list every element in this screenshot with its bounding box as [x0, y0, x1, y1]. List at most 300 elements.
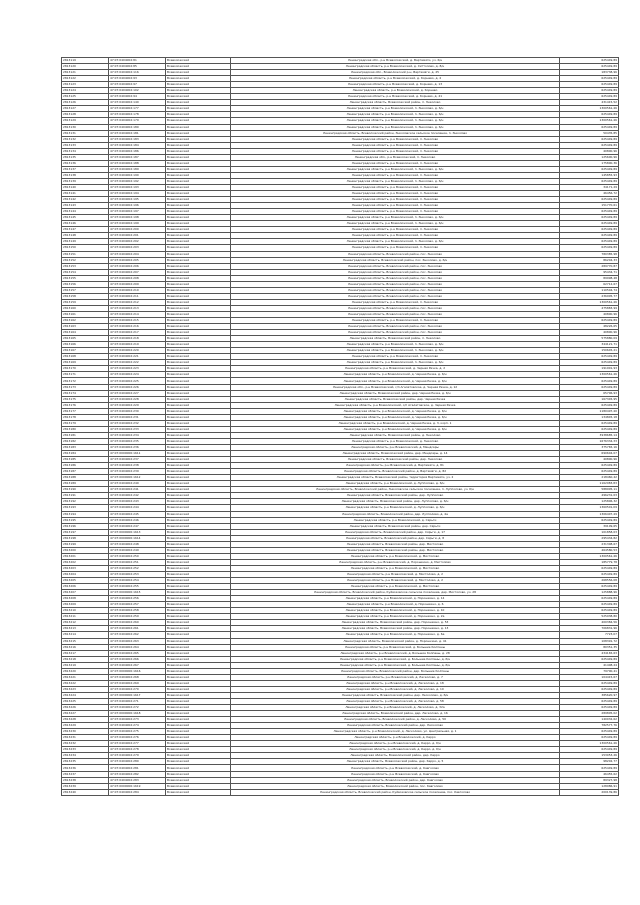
cadastral-number-cell: 47:07:0404002:280 [109, 759, 166, 765]
address-cell: Ленинградская область, р-н Всеволожский, д. Большие Колпаны, д. б/н [231, 656, 560, 662]
value-cell: 690604,07 [560, 451, 619, 457]
row-id-cell: 2813134 [62, 148, 109, 154]
address-cell: Ленинградская область, р-н Всеволожский, п. Энколово [231, 209, 560, 215]
value-cell: 625449,89 [560, 227, 619, 233]
address-cell: Ленинградская область, р-н Всеволожский, д. Мистолово [231, 584, 560, 590]
row-id-cell: 2813166 [62, 342, 109, 348]
district-cell: Всеволожский [166, 420, 231, 426]
cadastral-number-cell: 47:07:0404002:186 [109, 148, 166, 154]
address-cell: Ленинградская область, Всеволожский район, территория Вартемяги, уч. 2 [231, 475, 560, 481]
value-cell: 62712,67 [560, 281, 619, 287]
address-cell: Ленинградская область, р-н Всеволожский, д. Порошкино, д. 6а [231, 632, 560, 638]
district-cell: Всеволожский [166, 432, 231, 438]
row-id-cell: 2813131 [62, 130, 109, 136]
cadastral-number-cell: 47:07:0404002:246 [109, 517, 166, 523]
row-id-cell: 2813197 [62, 529, 109, 535]
cadastral-number-cell: 47:07:0404002:207 [109, 269, 166, 275]
row-id-cell: 2813125 [62, 94, 109, 100]
cadastral-number-cell: 47:07:0404002:181 [109, 130, 166, 136]
address-cell: Ленинградская область, р-н Всеволожский, п. Энколово [231, 354, 560, 360]
row-id-cell: 2813206 [62, 584, 109, 590]
value-cell: 525938,80 [560, 614, 619, 620]
cadastral-number-cell: 47:07:0404002:279 [109, 753, 166, 759]
row-id-cell: 2813236 [62, 765, 109, 771]
cadastral-number-cell: 47:07:0404002:283 [109, 777, 166, 783]
cadastral-number-cell: 47:07:0404002:238 [109, 463, 166, 469]
cadastral-number-cell: 47:07:0000000:1614 [109, 535, 166, 541]
address-cell: Ленинградская обл., р-н Всеволожский, п. Энколово [231, 154, 560, 160]
table-body [62, 58, 619, 796]
value-cell: 625449,89 [560, 58, 619, 64]
district-cell: Всеволожский [166, 644, 231, 650]
address-cell: Ленинградская область, р-н Всеволожский, д. Большие Колпаны, д. 28 [231, 650, 560, 656]
value-cell: 95434,71 [560, 269, 619, 275]
row-id-cell: 2813199 [62, 541, 109, 547]
table-row [62, 789, 619, 795]
address-cell: Ленинградская область, р-н Всеволожский, п. Энколово [231, 172, 560, 178]
value-cell: 89998,48 [560, 275, 619, 281]
value-cell: 625449,89 [560, 166, 619, 172]
value-cell: 128986,91 [560, 783, 619, 789]
address-cell: Ленинградская область, Всеволожский район, пос. Энколово, д. б/н [231, 257, 560, 263]
row-id-cell: 2813181 [62, 432, 109, 438]
row-id-cell: 2813229 [62, 723, 109, 729]
district-cell: Всеволожский [166, 58, 231, 64]
address-cell: Ленинградская область, р-н Всеволожский, д. Кавголово [231, 765, 560, 771]
row-id-cell: 2813230 [62, 729, 109, 735]
row-id-cell: 2813144 [62, 209, 109, 215]
address-cell: Ленинградская область, р-н Всеволожский, д. Керро [231, 735, 560, 741]
address-cell: Ленинградская область, Всеволожский район, дер. Лесколово [231, 723, 560, 729]
address-cell: Ленинградская область, Всеволожский район, дер. Кавголово [231, 777, 560, 783]
district-cell: Всеволожский [166, 299, 231, 305]
cadastral-number-cell: 47:07:0404002:245 [109, 511, 166, 517]
address-cell: Ленинградская область, р-н Всеволожский, д. Хиттолово, д. 8/н [231, 64, 560, 70]
row-id-cell: 2813139 [62, 178, 109, 184]
row-id-cell: 2813219 [62, 662, 109, 668]
row-id-cell: 2813126 [62, 100, 109, 106]
district-cell: Всеволожский [166, 221, 231, 227]
row-id-cell: 2813168 [62, 354, 109, 360]
district-cell: Всеволожский [166, 215, 231, 221]
address-cell: Ленинградская область, Всеволожский район, Куйвозовское сельское поселение, дер. Мистолово, уч. 28 [231, 590, 560, 596]
row-id-cell: 2813207 [62, 590, 109, 596]
address-cell: Ленинградская область, р-н Всеволожский, п. Энколово, д. б/н [231, 221, 560, 227]
cadastral-number-cell: 47:07:0404002:198 [109, 215, 166, 221]
row-id-cell: 2813240 [62, 789, 109, 795]
cadastral-number-cell: 47:07:0404002:205 [109, 257, 166, 263]
value-cell: 625449,89 [560, 197, 619, 203]
address-cell: Ленинградская область, р-н Всеволожский, д. Лупполово, д. б/н [231, 481, 560, 487]
district-cell: Всеволожский [166, 269, 231, 275]
address-cell: Ленинградская область, р-н Всеволожский, п. Энколово [231, 318, 560, 324]
address-cell: Ленинградская область, Всеволожский район, д. Вартемяги, д. 82 [231, 469, 560, 475]
address-cell: Ленинградская область, р-н Всеволожский, п. Энколово [231, 227, 560, 233]
address-cell: Ленинградская область, р-н Всеволожский, д. Корнево, д. 41 [231, 94, 560, 100]
district-cell: Всеволожский [166, 614, 231, 620]
value-cell: 625449,89 [560, 378, 619, 384]
district-cell: Всеволожский [166, 275, 231, 281]
value-cell: 625449,89 [560, 463, 619, 469]
cadastral-number-cell: 47:07:0404002:266 [109, 656, 166, 662]
value-cell: 40800,96 [560, 311, 619, 317]
district-cell: Всеволожский [166, 342, 231, 348]
district-cell: Всеволожский [166, 414, 231, 420]
address-cell: Ленинградская область, Всеволожский район, дер. Сярьги, д. 17 [231, 529, 560, 535]
value-cell: 185779,78 [560, 559, 619, 565]
cadastral-number-cell: 47:07:0404002:254 [109, 578, 166, 584]
cadastral-number-cell: 47:07:0404002:217 [109, 330, 166, 336]
district-cell: Всеволожский [166, 753, 231, 759]
value-cell: 41408,24 [560, 662, 619, 668]
cadastral-number-cell: 47:07:0404002:214 [109, 311, 166, 317]
cadastral-number-cell: 47:07:0404002:264 [109, 644, 166, 650]
district-cell: Всеволожский [166, 136, 231, 142]
address-cell: Ленинградская область, Всеволожский район, пос. Энколово [231, 311, 560, 317]
address-cell: Ленинградская область, р-н Всеволожский, п. Энколово [231, 233, 560, 239]
value-cell: 625449,89 [560, 402, 619, 408]
value-cell: 86204,33 [560, 257, 619, 263]
district-cell: Всеволожский [166, 632, 231, 638]
value-cell: 50435,85 [560, 130, 619, 136]
cadastral-number-cell: 47:07:0404002:188 [109, 160, 166, 166]
district-cell: Всеволожский [166, 311, 231, 317]
cadastral-number-cell: 47:07:0404002:260 [109, 620, 166, 626]
district-cell: Всеволожский [166, 239, 231, 245]
cadastral-number-cell: 47:07:0404002:189 [109, 166, 166, 172]
value-cell: 40800,96 [560, 457, 619, 463]
cadastral-number-cell: 47:07:0404002:224 [109, 372, 166, 378]
district-cell: Всеволожский [166, 469, 231, 475]
address-cell: Ленинградская область, р-н Всеволожский, д. Порошкино, д. 2а [231, 614, 560, 620]
district-cell: Всеволожский [166, 148, 231, 154]
address-cell: Ленинградская область, Всеволожский район, пос. Энколово [231, 305, 560, 311]
value-cell: 625449,89 [560, 239, 619, 245]
row-id-cell: 2813186 [62, 463, 109, 469]
value-cell: 625449,89 [560, 735, 619, 741]
district-cell: Всеволожский [166, 245, 231, 251]
cadastral-number-cell: 47:07:0404002:197 [109, 209, 166, 215]
cadastral-number-cell: 47:07:0404002:252 [109, 565, 166, 571]
value-cell: 1306407,49 [560, 511, 619, 517]
row-id-cell: 2813164 [62, 330, 109, 336]
address-cell: Ленинградская область, р-н Всеволожский, д. Корнево [231, 88, 560, 94]
address-cell: Ленинградская область, Всеволожский район, дер. Мистолово [231, 541, 560, 547]
value-cell: 434165,63 [560, 650, 619, 656]
district-cell: Всеволожский [166, 547, 231, 553]
district-cell: Всеволожский [166, 70, 231, 76]
row-id-cell: 2813133 [62, 142, 109, 148]
value-cell: 108391,72 [560, 638, 619, 644]
cadastral-number-cell: 47:07:0404002:81 [109, 58, 166, 64]
cadastral-number-cell: 47:07:0404002:199 [109, 221, 166, 227]
value-cell: 101858,03 [560, 529, 619, 535]
row-id-cell: 2813178 [62, 414, 109, 420]
cadastral-number-cell: 47:07:0404002:183 [109, 136, 166, 142]
district-cell: Всеволожский [166, 620, 231, 626]
cadastral-number-cell: 47:07:0404002:257 [109, 602, 166, 608]
address-cell: Ленинградская область, р-н Всеволожский, п. Энколово, д. б/н [231, 348, 560, 354]
district-cell: Всеволожский [166, 263, 231, 269]
value-cell: 400384,56 [560, 620, 619, 626]
value-cell: 625449,89 [560, 517, 619, 523]
row-id-cell: 2813163 [62, 324, 109, 330]
address-cell: Ленинградская область, Всеволожский район, дер. Порошкино, д. 53 [231, 620, 560, 626]
district-cell: Всеволожский [166, 106, 231, 112]
cadastral-number-cell: 47:07:0404002:235 [109, 438, 166, 444]
value-cell: 125600,96 [560, 154, 619, 160]
row-id-cell: 2813123 [62, 82, 109, 88]
row-id-cell: 2813156 [62, 281, 109, 287]
address-cell: Ленинградская область, Всеволожский район, пос. Энколово [231, 281, 560, 287]
cadastral-number-cell: 47:07:0404002:223 [109, 366, 166, 372]
value-cell: 625449,89 [560, 680, 619, 686]
cadastral-number-cell: 47:07:0404002:276 [109, 735, 166, 741]
address-cell: Ленинградская область, р-н Всеволожский, д. Мендсары [231, 445, 560, 451]
district-cell: Всеволожский [166, 94, 231, 100]
cadastral-number-cell: 47:07:0404002:190 [109, 172, 166, 178]
district-cell: Всеволожский [166, 366, 231, 372]
row-id-cell: 2813175 [62, 396, 109, 402]
district-cell: Всеволожский [166, 541, 231, 547]
cadastral-number-cell: 47:07:0404002:268 [109, 674, 166, 680]
row-id-cell: 2813235 [62, 759, 109, 765]
value-cell: 625449,89 [560, 209, 619, 215]
value-cell: 7723,07 [560, 632, 619, 638]
district-cell: Всеволожский [166, 330, 231, 336]
value-cell: 625449,89 [560, 584, 619, 590]
row-id-cell: 2813179 [62, 420, 109, 426]
address-cell: Ленинградская область, Всеволожский район, дер. Керро [231, 753, 560, 759]
row-id-cell: 2813159 [62, 299, 109, 305]
address-cell: Ленинградская область, Всеволожский район, пос. Энколово [231, 275, 560, 281]
cadastral-number-cell: 47:07:0404002:256 [109, 596, 166, 602]
address-cell: Ленинградская область, р-н Всеволожский, д. Порошкино, д. 10 [231, 608, 560, 614]
district-cell: Всеволожский [166, 771, 231, 777]
value-cell: 40800,96 [560, 330, 619, 336]
district-cell: Всеволожский [166, 451, 231, 457]
address-cell: Ленинградская область, р-н Всеволожский, д. Лесколово, д. 32а [231, 705, 560, 711]
address-cell: Ленинградская область, Всеволожский район, дер. Большие Колпаны [231, 668, 560, 674]
district-cell: Всеволожский [166, 741, 231, 747]
value-cell: 39109,65 [560, 523, 619, 529]
value-cell: 625449,89 [560, 565, 619, 571]
row-id-cell: 2813193 [62, 505, 109, 511]
cadastral-number-cell: 47:07:0000000:1616 [109, 668, 166, 674]
address-cell: Ленинградская область, р-н Всеволожский, п. Энколово [231, 160, 560, 166]
row-id-cell: 2813153 [62, 263, 109, 269]
row-id-cell: 2813218 [62, 656, 109, 662]
cadastral-number-cell: 47:07:0404002:222 [109, 360, 166, 366]
district-cell: Всеволожский [166, 184, 231, 190]
cadastral-number-cell: 47:07:0000000:1618 [109, 711, 166, 717]
value-cell: 588905,11 [560, 487, 619, 493]
address-cell: Ленинградская область, Всеволожский район, д. Энколово [231, 432, 560, 438]
row-id-cell: 2813174 [62, 390, 109, 396]
cadastral-number-cell: 47:07:0404002:85 [109, 64, 166, 70]
row-id-cell: 2813185 [62, 457, 109, 463]
district-cell: Всеволожский [166, 765, 231, 771]
district-cell: Всеволожский [166, 535, 231, 541]
value-cell: 34171,29 [560, 184, 619, 190]
row-id-cell: 2813147 [62, 227, 109, 233]
row-id-cell: 2813210 [62, 608, 109, 614]
row-id-cell: 2813146 [62, 221, 109, 227]
district-cell: Всеволожский [166, 505, 231, 511]
district-cell: Всеволожский [166, 662, 231, 668]
cadastral-number-cell: 47:07:0404002:213 [109, 305, 166, 311]
district-cell: Всеволожский [166, 559, 231, 565]
address-cell: Ленинградская область, р-н Всеволожский, д. Порошкино, д. 6 [231, 602, 560, 608]
row-id-cell: 2813136 [62, 160, 109, 166]
cadastral-number-cell: 47:07:0404002:220 [109, 348, 166, 354]
district-cell: Всеволожский [166, 372, 231, 378]
district-cell: Всеволожский [166, 777, 231, 783]
value-cell: 575880,09 [560, 336, 619, 342]
value-cell: 1676334,33 [560, 438, 619, 444]
value-cell: 80351,35 [560, 644, 619, 650]
district-cell: Всеволожский [166, 112, 231, 118]
row-id-cell: 2813190 [62, 487, 109, 493]
address-cell: Ленинградская область, Всеволожский район, дер. Мистолово [231, 547, 560, 553]
address-cell: Ленинградская область, Всеволожский район, дер. Лупполово, д. б/н [231, 499, 560, 505]
address-cell: Ленинградская область, р-н Всеволожский, с/п Агалатовское, д. Черная Речка [231, 402, 560, 408]
cadastral-number-cell: 47:07:0404002:241 [109, 487, 166, 493]
address-cell: Ленинградская область, Всеволожский район, п. Энколово [231, 100, 560, 106]
row-id-cell: 2813145 [62, 215, 109, 221]
value-cell: 175800,36 [560, 160, 619, 166]
address-cell: Ленинградская область, р-н Всеволожский, д. Кавголово [231, 771, 560, 777]
row-id-cell: 2813184 [62, 451, 109, 457]
address-cell: Ленинградская обл., р-н Всеволожский, д. Вартемяги, уч. 6/н [231, 58, 560, 64]
district-cell: Всеволожский [166, 705, 231, 711]
cadastral-number-cell: 47:07:0404002:271 [109, 698, 166, 704]
address-cell: Ленинградская область, р-н Всеволожский, д. Лесколово, д. 58 [231, 698, 560, 704]
district-cell: Всеволожский [166, 360, 231, 366]
district-cell: Всеволожский [166, 293, 231, 299]
address-cell: Ленинградская область, р-н Всеволожский, п. Энколово, д. б/н [231, 342, 560, 348]
value-cell: 46456,72 [560, 191, 619, 197]
cadastral-number-cell: 47:07:0404002:231 [109, 414, 166, 420]
value-cell: 48226,65 [560, 324, 619, 330]
cadastral-number-cell: 47:07:0404002:281 [109, 765, 166, 771]
row-id-cell: 2813198 [62, 535, 109, 541]
value-cell: 65706,93 [560, 390, 619, 396]
row-id-cell: 2813189 [62, 481, 109, 487]
row-id-cell: 2813135 [62, 154, 109, 160]
cadastral-number-cell: 47:07:0404002:234 [109, 432, 166, 438]
row-id-cell: 2813177 [62, 408, 109, 414]
district-cell: Всеволожский [166, 759, 231, 765]
cadastral-number-cell: 47:07:0404002:218 [109, 336, 166, 342]
cadastral-number-cell: 47:07:0404002:204 [109, 251, 166, 257]
value-cell: 625449,89 [560, 747, 619, 753]
district-cell: Всеволожский [166, 608, 231, 614]
cadastral-number-cell: 47:07:0404002:140 [109, 100, 166, 106]
row-id-cell: 2813165 [62, 336, 109, 342]
district-cell: Всеволожский [166, 463, 231, 469]
district-cell: Всеволожский [166, 396, 231, 402]
row-id-cell: 2813225 [62, 698, 109, 704]
district-cell: Всеволожский [166, 783, 231, 789]
value-cell: 625449,89 [560, 88, 619, 94]
cadastral-number-cell: 47:07:0404002:116 [109, 70, 166, 76]
district-cell: Всеволожский [166, 711, 231, 717]
cadastral-number-cell: 47:07:0404002:243 [109, 499, 166, 505]
value-cell: 151770,61 [560, 203, 619, 209]
address-cell: Ленинградская область, Всеволожский район, дер. Лупполово, д. 4а [231, 511, 560, 517]
address-cell: Ленинградская область, Всеволожский район, дер. Лесколово, д. 16 [231, 711, 560, 717]
row-id-cell: 2813141 [62, 191, 109, 197]
value-cell: 464580,53 [560, 547, 619, 553]
district-cell: Всеволожский [166, 378, 231, 384]
value-cell: 625449,89 [560, 233, 619, 239]
cadastral-number-cell: 47:07:0404002:242 [109, 493, 166, 499]
value-cell: 295434,82 [560, 535, 619, 541]
district-cell: Всеволожский [166, 354, 231, 360]
row-id-cell: 2813234 [62, 753, 109, 759]
row-id-cell: 2813226 [62, 705, 109, 711]
row-id-cell: 2813201 [62, 553, 109, 559]
value-cell: 625449,89 [560, 215, 619, 221]
district-cell: Всеволожский [166, 493, 231, 499]
district-cell: Всеволожский [166, 457, 231, 463]
address-cell: Ленинградская область, р-н Всеволожский, д. Лесколово, д. 18 [231, 680, 560, 686]
value-cell: 1300561,46 [560, 299, 619, 305]
cadastral-number-cell: 47:07:0404002:202 [109, 239, 166, 245]
cadastral-number-cell: 47:07:0404002:251 [109, 559, 166, 565]
value-cell: 782577,76 [560, 723, 619, 729]
district-cell: Всеволожский [166, 656, 231, 662]
address-cell: Ленинградская область, р-н Всеволожский, д. Черная Речка, д. 3, корп. 1 [231, 420, 560, 426]
district-cell: Всеволожский [166, 178, 231, 184]
row-id-cell: 2813161 [62, 311, 109, 317]
cadastral-number-cell: 47:07:0404002:228 [109, 396, 166, 402]
address-cell: Ленинградская область, р-н Всеволожский, п. Энколово [231, 299, 560, 305]
district-cell: Всеволожский [166, 318, 231, 324]
address-cell: Ленинградская область, р-н Всеволожский, п. Энколово, д. б/н [231, 215, 560, 221]
row-id-cell: 2813215 [62, 638, 109, 644]
value-cell: 1162983,83 [560, 481, 619, 487]
address-cell: Ленинградская область, р-н Всеволожский, д. Лесколово, д. 10 [231, 686, 560, 692]
row-id-cell: 2813216 [62, 644, 109, 650]
row-id-cell: 2813194 [62, 511, 109, 517]
value-cell: 625449,89 [560, 469, 619, 475]
cadastral-number-cell: 47:07:0404002:226 [109, 384, 166, 390]
cadastral-number-cell: 47:07:0404002:258 [109, 608, 166, 614]
row-id-cell: 2813192 [62, 499, 109, 505]
address-cell: Ленинградская область, р-н Всеволожский, п. Энколово, д. б/н [231, 166, 560, 172]
address-cell: Ленинградская область, Всеволожский район, дер. Энколово [231, 457, 560, 463]
district-cell: Всеволожский [166, 172, 231, 178]
value-cell: 134845,18 [560, 414, 619, 420]
cadastral-number-cell: 47:07:0404002:239 [109, 469, 166, 475]
cadastral-number-cell: 47:07:0404002:195 [109, 197, 166, 203]
cadastral-number-cell: 47:07:0404002:219 [109, 342, 166, 348]
address-cell: Ленинградская область, р-н Всеволожский, п. Энколово [231, 203, 560, 209]
cadastral-number-cell: 47:07:0404002:247 [109, 523, 166, 529]
value-cell: 625449,89 [560, 354, 619, 360]
row-id-cell: 2813238 [62, 777, 109, 783]
row-id-cell: 2813227 [62, 711, 109, 717]
address-cell: Ленинградская область, р-н Всеволожский, п. Энколово, д. б/н [231, 360, 560, 366]
district-cell: Всеволожский [166, 197, 231, 203]
cadastral-number-cell: 47:07:0404002:272 [109, 705, 166, 711]
row-id-cell: 2813182 [62, 438, 109, 444]
cadastral-number-cell: 47:07:0404002:203 [109, 245, 166, 251]
cadastral-number-cell: 47:07:0404002:249 [109, 547, 166, 553]
address-cell: Ленинградская область, Всеволожский район, дер. Керро, д. 5 [231, 759, 560, 765]
